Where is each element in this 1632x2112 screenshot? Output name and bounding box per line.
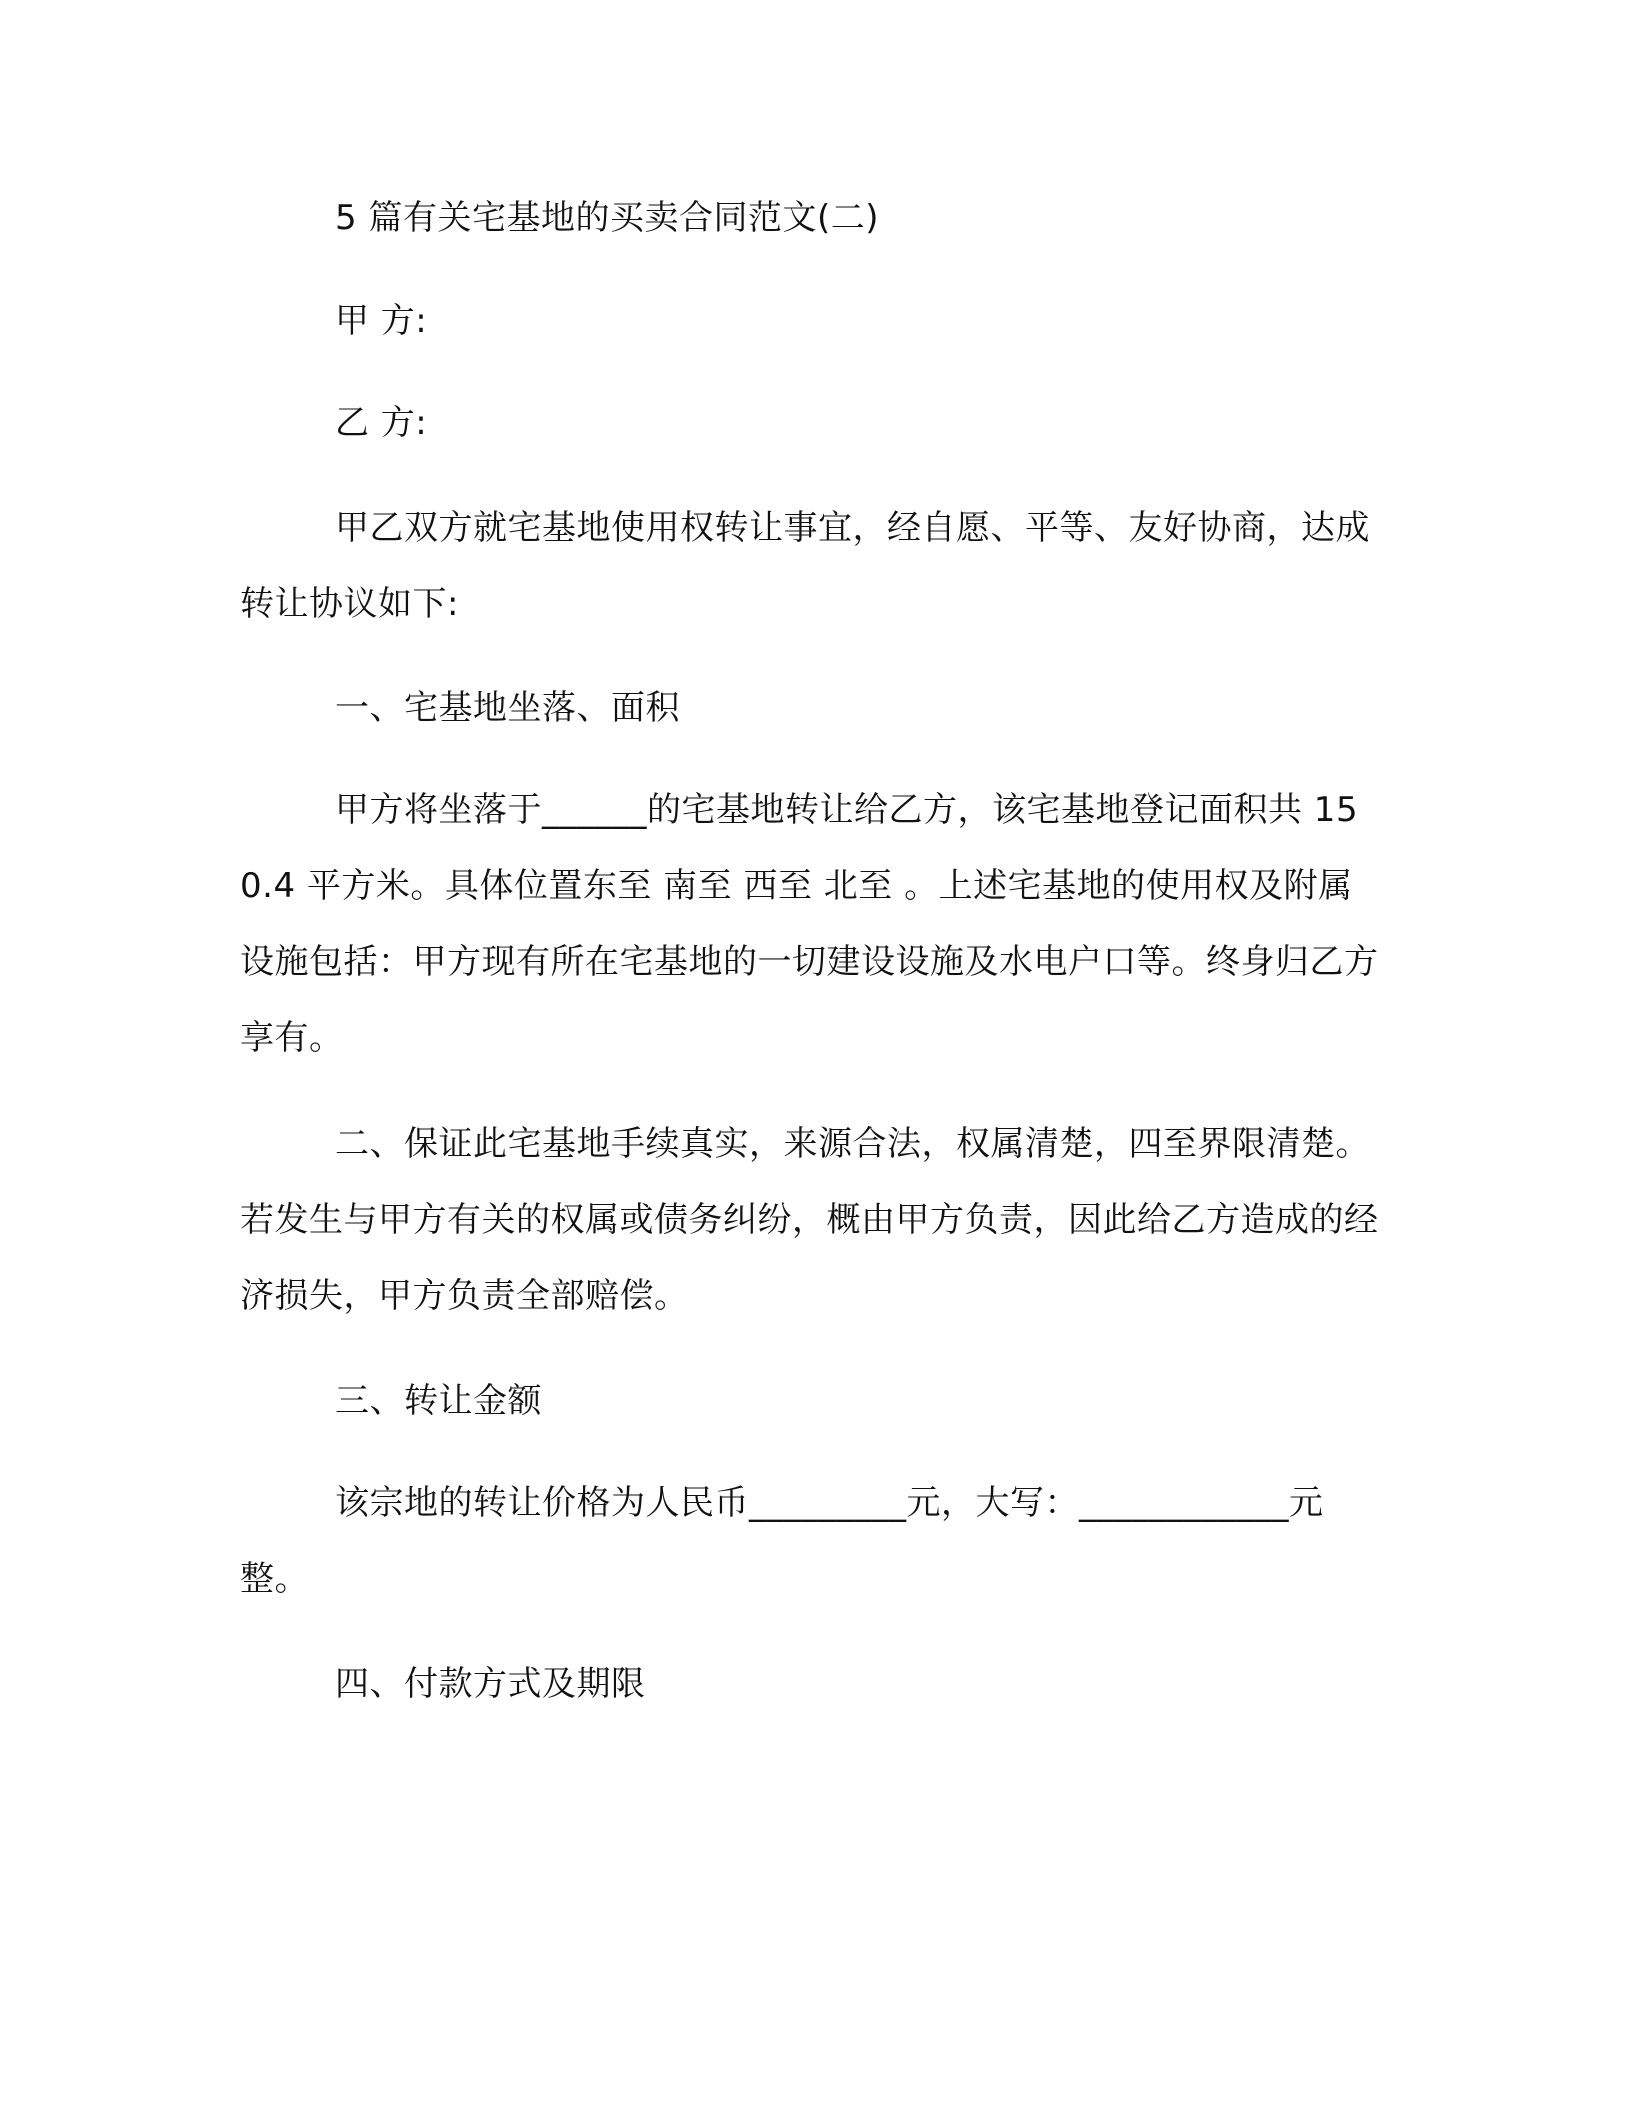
section3-paragraph: [240, 1465, 1380, 1617]
document-title: 5 篇有关宅基地的买卖合同范文(二): [335, 198, 879, 238]
section1-paragraph: [240, 772, 1380, 1076]
section2-text: 二、保证此宅基地手续真实，来源合法，权属清楚，四至界限清楚。若发生与甲方有关的权属或债务纠纷，概由甲方负责，因此给乙方造成的经济损失，甲方负责全部赔偿。: [240, 1124, 1379, 1316]
party-a-label: 甲 方:: [335, 301, 428, 341]
party-b-label: 乙 方:: [335, 403, 428, 443]
section1-heading: 一、宅基地坐落、面积: [335, 688, 680, 728]
section3-text: 该宗地的转让价格为人民币_________元，大写：____________元整。: [240, 1483, 1324, 1599]
intro-text: 甲乙双方就宅基地使用权转让事宜，经自愿、平等、友好协商，达成转让协议如下:: [240, 508, 1370, 624]
section4-heading: 四、付款方式及期限: [335, 1664, 646, 1704]
section2-paragraph: [240, 1106, 1380, 1334]
section3-heading: 三、转让金额: [335, 1381, 542, 1421]
section1-text: 甲方将坐落于______的宅基地转让给乙方，该宅基地登记面积共 150.4 平方米。具体位置东至 南至 西至 北至 。上述宅基地的使用权及附属设施包括：甲方现有所在宅基地的一切建设设施及水电户口等。终身归乙方享有。: [240, 790, 1379, 1058]
intro-paragraph: [240, 490, 1380, 642]
